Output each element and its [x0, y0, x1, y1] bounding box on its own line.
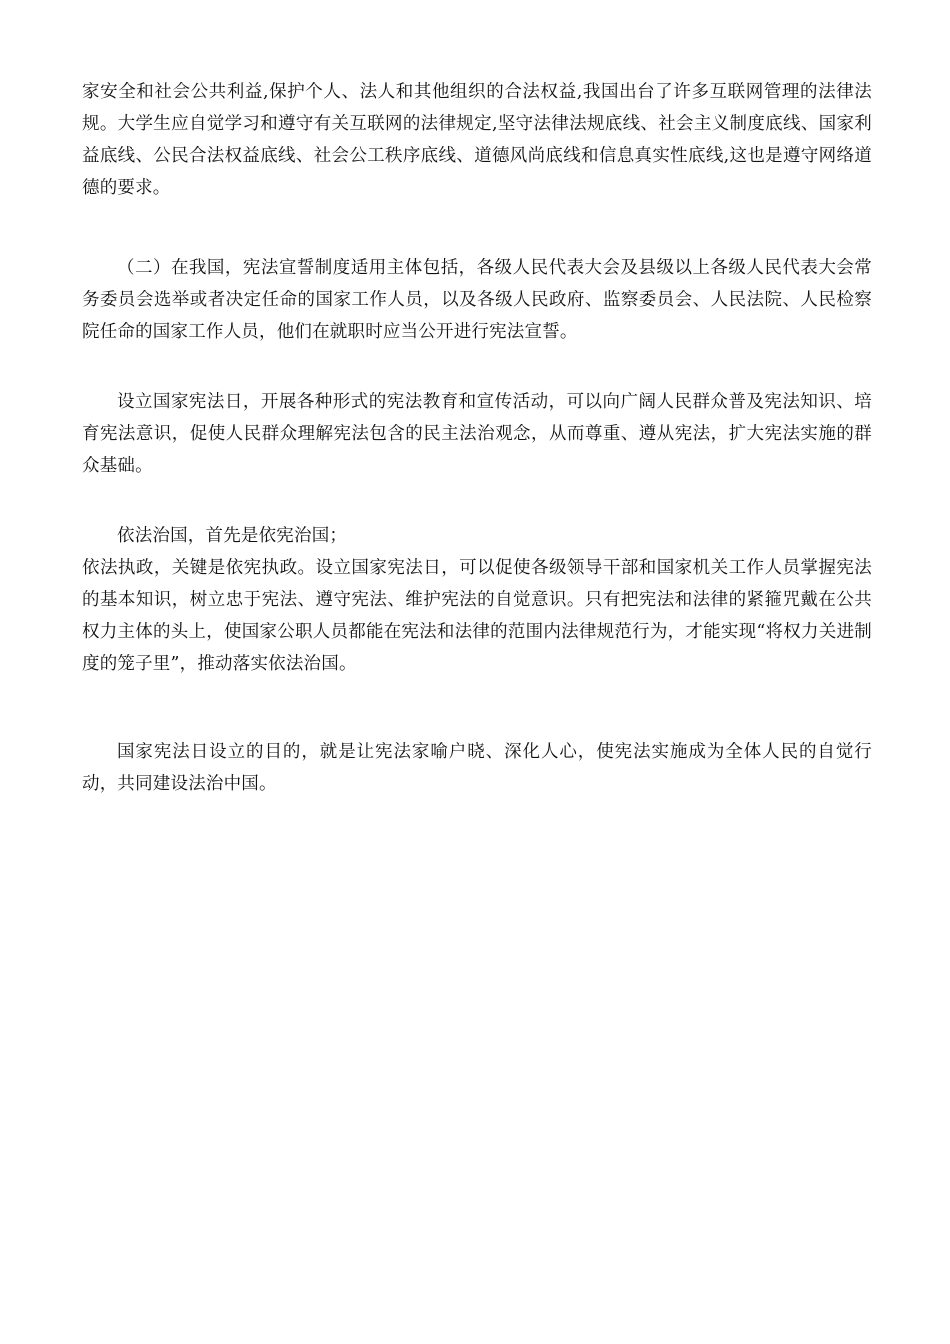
paragraph-rule-of-law	[82, 520, 872, 680]
paragraph-internet-law: 家安全和社会公共利益,保护个人、法人和其他组织的合法权益,我国出台了许多互联网管理的法律法规。大学生应自觉学习和遵守有关互联网的法律规定,坚守法律法规底线、社会主义制度底线、国家利益底线、公民合法权益底线、社会公工秩序底线、道德风尚底线和信息真实性底线,这也是遵守网络道德的要求。	[82, 82, 872, 198]
paragraph-rule-of-law-body: 依法执政，关键是依宪执政。设立国家宪法日，可以促使各级领导干部和国家机关工作人员掌握宪法的基本知识，树立忠于宪法、遵守宪法、维护宪法的自觉意识。只有把宪法和法律的紧箍咒戴在公共权力主体的头上，使国家公职人员都能在宪法和法律的范围内法律规范行为，才能实现“将权力关进制度的笼子里”，推动落实依法治国。	[82, 558, 872, 674]
paragraph-rule-of-law-first-line: 依法治国，首先是依宪治国；	[117, 526, 348, 546]
paragraph-constitution-day-purpose: 国家宪法日设立的目的，就是让宪法家喻户晓、深化人心，使宪法实施成为全体人民的自觉行动，共同建设法治中国。	[82, 742, 872, 794]
paragraph-constitution-day: 设立国家宪法日，开展各种形式的宪法教育和宣传活动，可以向广阔人民群众普及宪法知识、培育宪法意识，促使人民群众理解宪法包含的民主法治观念，从而尊重、遵从宪法，扩大宪法实施的群众基础。	[82, 392, 872, 476]
paragraph-constitution-oath: （二）在我国，宪法宣誓制度适用主体包括，各级人民代表大会及县级以上各级人民代表大会常务委员会选举或者决定任命的国家工作人员，以及各级人民政府、监察委员会、人民法院、人民检察院任命的国家工作人员，他们在就职时应当公开进行宪法宣誓。	[82, 258, 872, 342]
